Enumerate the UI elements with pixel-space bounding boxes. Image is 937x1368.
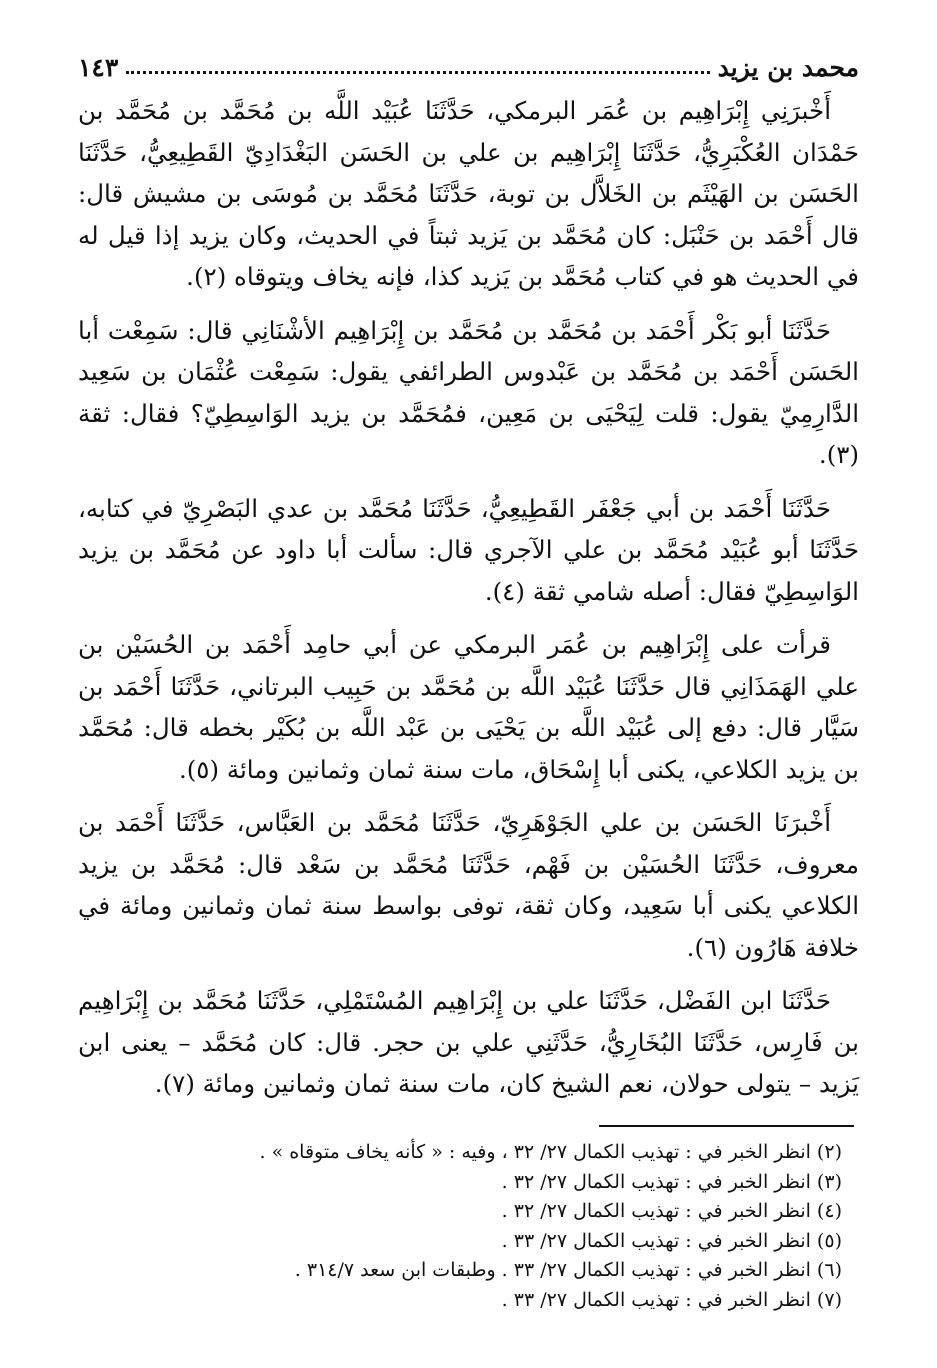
paragraph: حَدَّثَنَا أبو بَكْر أَحْمَد بن مُحَمَّد بن مُحَمَّد بن إِبْرَاهِيم الأشْنَانِي قال: سَمِعْت أبا الحَسَن أَحْمَد بن مُحَمَّد بن عَبْدوس الطرائفي يقول: سَمِعْت عُثْمَان بن سَعِيد الدَّارِمِيّ يقول: قلت لِيَحْيَى بن مَعِين، فمُحَمَّد بن يزيد الوَاسِطِيّ؟ فقال: ثقة (٣). [78, 315, 859, 469]
header-leader-dots [126, 71, 709, 74]
footnote: (٥) انظر الخبر في : تهذيب الكمال ٢٧/ ٣٣ . [501, 1229, 842, 1252]
paragraph: حَدَّثَنَا ابن الفَضْل، حَدَّثَنَا علي بن إِبْرَاهِيم المُسْتَمْلِي، حَدَّثَنَا مُحَمَّد بن إِبْرَاهِيم بن فَارِس، حَدَّثَنَا البُخَارِيُّ، حَدَّثَنِي علي بن حجر. قال: كان مُحَمَّد – يعنى ابن يَزيد – يتولى حولان، نعم الشيخ كان، مات سنة ثمان وثمانين ومائة (٧). [78, 986, 860, 1098]
footnote: (٧) انظر الخبر في : تهذيب الكمال ٢٧/ ٣٣ . [501, 1288, 842, 1311]
paragraph: حَدَّثَنَا أَحْمَد بن أبي جَعْفَر القَطِيعِيُّ، حَدَّثَنَا مُحَمَّد بن عدي البَصْرِيّ في كتابه، حَدَّثَنَا أبو عُبَيْد مُحَمَّد بن علي الآجري قال: سألت أبا داود عن مُحَمَّد بن يزيد الوَاسِطِيّ فقال: أصله شامي ثقة (٤). [78, 493, 859, 606]
main-text [78, 90, 859, 1117]
paragraph: أَخْبرَنِي إِبْرَاهِيم بن عُمَر البرمكي، حَدَّثَنَا عُبَيْد اللَّه بن مُحَمَّد بن مُحَمَّد بن حَمْدَان العُكْبَرِيُّ، حَدَّثَنَا إِبْرَاهِيم بن علي بن الحَسَن البَغْدَادِيّ القَطِيعِيُّ، حَدَّثَنَا الحَسَن بن الهَيْثَم بن الخَلاَّل بن توبة، حَدَّثَنَا مُحَمَّد بن مُوسَى بن مشيش قال: قال أَحْمَد بن حَنْبَل: كان مُحَمَّد بن يَزيد ثبتاً في الحديث، وكان يزيد إذا قيل له في الحديث هو في كتاب مُحَمَّد بن يَزيد كذا، فإنه يخاف ويتوقاه (٢). [78, 96, 859, 291]
footnote: (٣) انظر الخبر في : تهذيب الكمال ٢٧/ ٣٢ . [501, 1170, 842, 1193]
footnote: (٦) انظر الخبر في : تهذيب الكمال ٢٧/ ٣٣ . وطبقات ابن سعد ٣١٤/٧ . [294, 1259, 842, 1281]
paragraph: قرأت على إِبْرَاهِيم بن عُمَر البرمكي عن أبي حامِد أَحْمَد بن الحُسَيْن بن علي الهَمَذَانِي قال حَدَّثَنَا عُبَيْد اللَّه بن مُحَمَّد بن حَبِيب البرتاني، حَدَّثَنَا أَحْمَد بن سَيَّار قال: دفع إلى عُبَيْد اللَّه بن يَحْيَى بن عَبْد اللَّه بن بُكَيْر بخطه قال: مُحَمَّد بن يزيد الكلاعي، يكنى أبا إِسْحَاق، مات سنة ثمان وثمانين ومائة (٥). [78, 630, 859, 784]
page-number: ١٤٣ [78, 53, 119, 82]
running-header [78, 48, 859, 82]
footnote-separator [599, 1125, 854, 1127]
footnotes [78, 1138, 842, 1315]
footnote: (٢) انظر الخبر في : تهذيب الكمال ٢٧/ ٣٢ ، وفيه : « كأنه يخاف متوقاه » . [259, 1141, 842, 1163]
footnote: (٤) انظر الخبر في : تهذيب الكمال ٢٧/ ٣٢ . [501, 1200, 842, 1222]
running-title: محمد بن يزيد [717, 53, 859, 82]
paragraph: أَخْبرَنَا الحَسَن بن علي الجَوْهَرِيّ، حَدَّثَنَا مُحَمَّد بن العَبَّاس، حَدَّثَنَا أَحْمَد بن معروف، حَدَّثَنَا الحُسَيْن بن فَهْم، حَدَّثَنَا مُحَمَّد بن سَعْد قال: مُحَمَّد بن يزيد الكلاعي يكنى أبا سَعِيد، وكان ثقة، توفى بواسط سنة ثمان وثمانين ومائة في خلافة هَارُون (٦). [78, 808, 859, 962]
